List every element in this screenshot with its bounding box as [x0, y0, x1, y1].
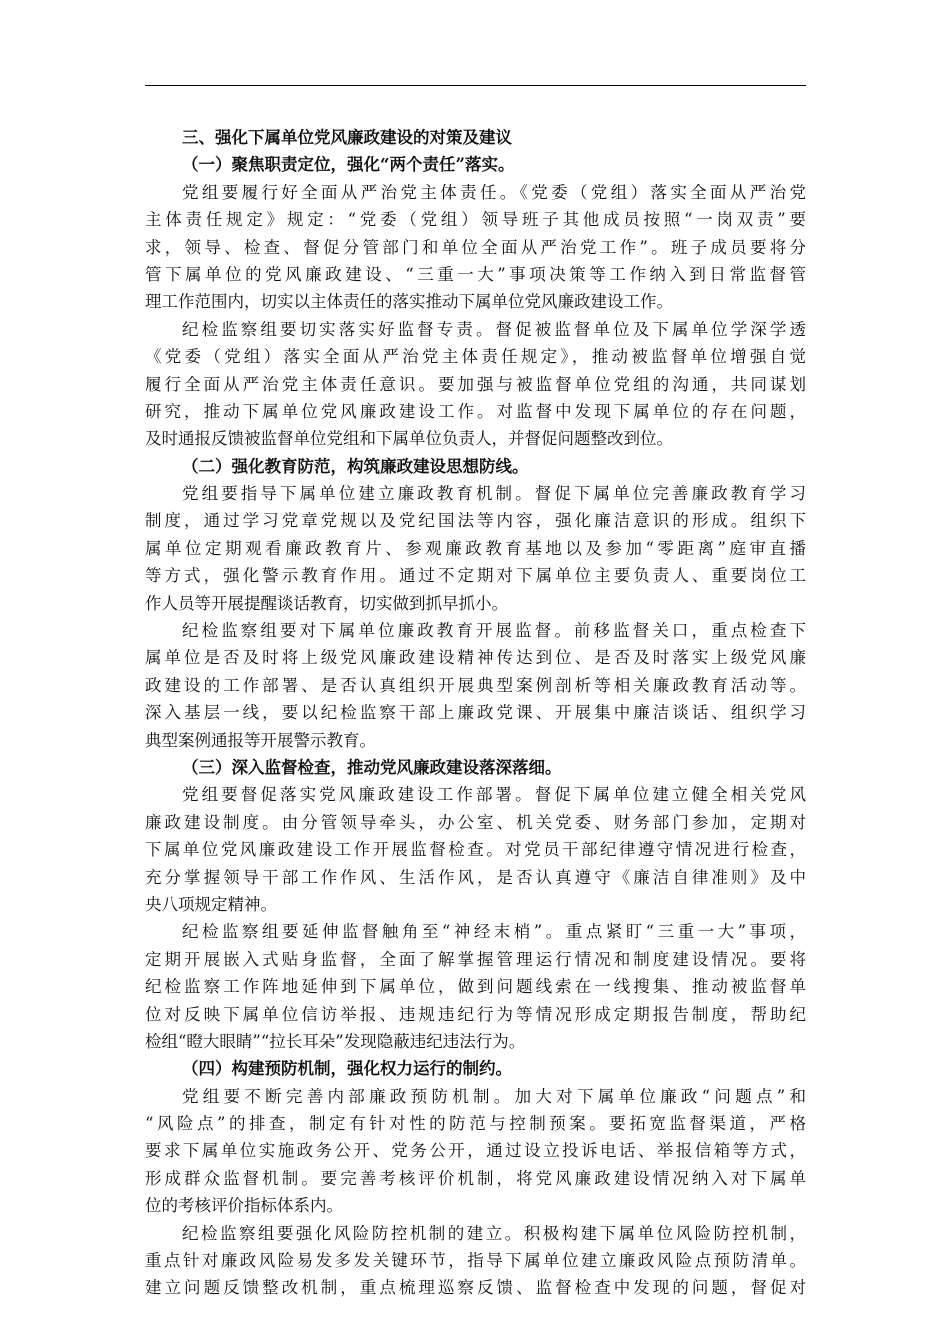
text-line: 属单位是否及时将上级党风廉政建设精神传达到位、是否及时落实上级党风廉 [145, 648, 806, 668]
text-line: 位对反映下属单位信访举报、违规违纪行为等情况形成定期报告制度，帮助纪 [145, 1004, 806, 1024]
text-line: 履行全面从严治党主体责任意识。要加强与被监督单位党组的沟通，共同谋划 [145, 374, 806, 394]
text-line: （四）构建预防机制，强化权力运行的制约。 [182, 1059, 512, 1079]
document-body [145, 124, 806, 1302]
paragraph [145, 480, 806, 617]
text-line: 政建设的工作部署、是否认真组织开展典型案例剖析等相关廉政教育活动等。 [145, 675, 806, 695]
text-line: 央八项规定精神。 [145, 894, 277, 914]
paragraph [145, 781, 806, 918]
paragraph [145, 179, 806, 316]
text-line: 纪检监察组要延伸监督触角至“神经末梢”。重点紧盯“三重一大”事项， [182, 922, 806, 942]
subsection-heading [145, 151, 806, 178]
header-rule [145, 85, 806, 86]
subsection-heading [145, 754, 806, 781]
text-line: 及时通报反馈被监督单位党组和下属单位负责人，并督促问题整改到位。 [145, 429, 673, 449]
subsection-heading [145, 1055, 806, 1082]
text-line: 深入基层一线，要以纪检监察干部上廉政党课、开展集中廉洁谈话、组织学习 [145, 703, 806, 723]
text-line: 作人员等开展提醒谈话教育，切实做到抓早抓小。 [145, 593, 508, 613]
subsection-heading [145, 453, 806, 480]
section-heading [145, 124, 806, 151]
text-line: 重点针对廉政风险易发多发关键环节，指导下属单位建立廉政风险点预防清单。 [145, 1251, 806, 1271]
text-line: （一）聚焦职责定位，强化“两个责任”落实。 [182, 155, 515, 175]
text-line: 《党委（党组）落实全面从严治党主体责任规定》，推动被监督单位增强自觉 [145, 347, 806, 367]
text-line: 纪检监察工作阵地延伸到下属单位，做到问题线索在一线搜集、推动被监督单 [145, 977, 806, 997]
paragraph [145, 1220, 806, 1302]
text-line: “风险点”的排查，制定有针对性的防范与控制预案。要拓宽监督渠道，严格 [145, 1114, 806, 1134]
text-line: 下属单位党风廉政建设工作开展监督检查。对党员干部纪律遵守情况进行检查， [145, 840, 806, 860]
text-line: 管下属单位的党风廉政建设、“三重一大”事项决策等工作纳入到日常监督管 [145, 264, 806, 284]
text-line: 检组“瞪大眼睛”“拉长耳朵”发现隐蔽违纪违法行为。 [145, 1031, 526, 1051]
text-line: 纪检监察组要强化风险防控机制的建立。积极构建下属单位风险防控机制， [182, 1223, 806, 1243]
paragraph [145, 1083, 806, 1220]
text-line: 廉政建设制度。由分管领导牵头，办公室、机关党委、财务部门参加，定期对 [145, 812, 806, 832]
paragraph [145, 918, 806, 1055]
text-line: 形成群众监督机制。要完善考核评价机制，将党风廉政建设情况纳入对下属单 [145, 1168, 806, 1188]
text-line: 研究，推动下属单位党风廉政建设工作。对监督中发现下属单位的存在问题， [145, 401, 806, 421]
text-line: 属单位定期观看廉政教育片、参观廉政教育基地以及参加“零距离”庭审直播 [145, 538, 806, 558]
text-line: 制度，通过学习党章党规以及党纪国法等内容，强化廉洁意识的形成。组织下 [145, 511, 806, 531]
text-line: 位的考核评价指标体系内。 [145, 1196, 343, 1216]
text-line: 定期开展嵌入式贴身监督，全面了解掌握管理运行情况和制度建设情况。要将 [145, 949, 806, 969]
text-line: 理工作范围内，切实以主体责任的落实推动下属单位党风廉政建设工作。 [145, 292, 673, 312]
text-line: （二）强化教育防范，构筑廉政建设思想防线。 [182, 456, 529, 476]
text-line: 求，领导、检查、督促分管部门和单位全面从严治党工作”。班子成员要将分 [145, 237, 806, 257]
text-line: 典型案例通报等开展警示教育。 [145, 730, 376, 750]
text-line: （三）深入监督检查，推动党风廉政建设落深落细。 [182, 757, 562, 777]
text-line: 主体责任规定》规定：“党委（党组）领导班子其他成员按照“一岗双责”要 [145, 210, 806, 230]
text-line: 纪检监察组要切实落实好监督专责。督促被监督单位及下属单位学深学透 [182, 319, 806, 339]
text-line: 党组要督促落实党风廉政建设工作部署。督促下属单位建立健全相关党风 [182, 785, 806, 805]
text-line: 三、强化下属单位党风廉政建设的对策及建议 [182, 128, 512, 147]
text-line: 纪检监察组要对下属单位廉政教育开展监督。前移监督关口，重点检查下 [182, 621, 806, 641]
text-line: 党组要不断完善内部廉政预防机制。加大对下属单位廉政“问题点”和 [182, 1086, 806, 1106]
text-line: 党组要履行好全面从严治党主体责任。《党委（党组）落实全面从严治党 [182, 182, 806, 202]
text-line: 要求下属单位实施政务公开、党务公开，通过设立投诉电话、举报信箱等方式， [145, 1141, 806, 1161]
text-line: 建立问题反馈整改机制，重点梳理巡察反馈、监督检查中发现的问题，督促对 [145, 1278, 806, 1298]
text-line: 党组要指导下属单位建立廉政教育机制。督促下属单位完善廉政教育学习 [182, 484, 806, 504]
text-line: 充分掌握领导干部工作作风、生活作风，是否认真遵守《廉洁自律准则》及中 [145, 867, 806, 887]
text-line: 等方式，强化警示教育作用。通过不定期对下属单位主要负责人、重要岗位工 [145, 566, 806, 586]
paragraph [145, 617, 806, 754]
paragraph [145, 316, 806, 453]
